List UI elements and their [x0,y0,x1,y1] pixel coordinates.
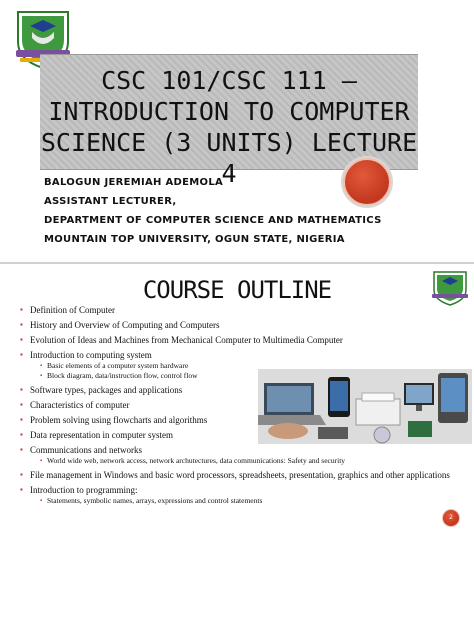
sub-list-item: ▪ Basic elements of a computer system hardware [40,361,452,371]
sub-list-item: ▪ Block diagram, data/instruction flow, control flow [40,371,452,381]
sub-list-item: ▪ Statements, symbolic names, arrays, expressions and control statements [40,496,452,506]
author-position: ASSISTANT LECTURER, [44,196,177,207]
author-name: BALOGUN JEREMIAH ADEMOLA [44,177,224,188]
list-item: ▪ Introduction to programming: ▪ Statements, symbolic names, arrays, expressions and control statements [20,484,452,506]
sub-list-item: ▪ World wide web, network access, network archutectures, data communications: Safety and security [40,456,452,466]
list-item: ▪ Characteristics of computer [20,399,452,411]
computer-devices-image [258,369,472,444]
author-university: MOUNTAIN TOP UNIVERSITY, OGUN STATE, NIGERIA [44,234,345,245]
title-slide [0,0,474,262]
university-logo-icon [430,270,470,306]
outline-slide [0,264,474,632]
list-item: ▪ Software types, packages and applications [20,384,452,396]
list-item: ▪ Introduction to computing system ▪ Basic elements of a computer system hardware ▪ Block diagram, data/instruction flow, control flow [20,349,452,381]
list-item: ▪ Communications and networks ▪ World wide web, network access, network archutectures, data communications: Safety and security [20,444,452,466]
author-department: DEPARTMENT OF COMPUTER SCIENCE AND MATHEMATICS [44,215,382,226]
list-item: ▪ Problem solving using flowcharts and algorithms [20,414,452,426]
list-item: ▪ Definition of Computer [20,304,452,316]
title-line: CSC 101/CSC 111 – [101,66,357,95]
sub-list [30,496,452,506]
author-block [44,173,382,249]
list-item: ▪ History and Overview of Computing and Computers [20,319,452,331]
title-line: INTRODUCTION TO COMPUTER [48,97,410,126]
list-item: ▪ File management in Windows and basic word processors, spreadsheets, presentation, graphics and other applications [20,469,452,481]
list-item: ▪ Data representation in computer system [20,429,452,441]
sub-list [30,456,452,466]
title-line: SCIENCE (3 UNITS) LECTURE 4 [40,128,418,188]
list-item: ▪ Evolution of Ideas and Machines from Mechanical Computer to Multimedia Computer [20,334,452,346]
page-number-badge: 2 [442,509,460,527]
outline-title: COURSE OUTLINE [142,276,332,304]
